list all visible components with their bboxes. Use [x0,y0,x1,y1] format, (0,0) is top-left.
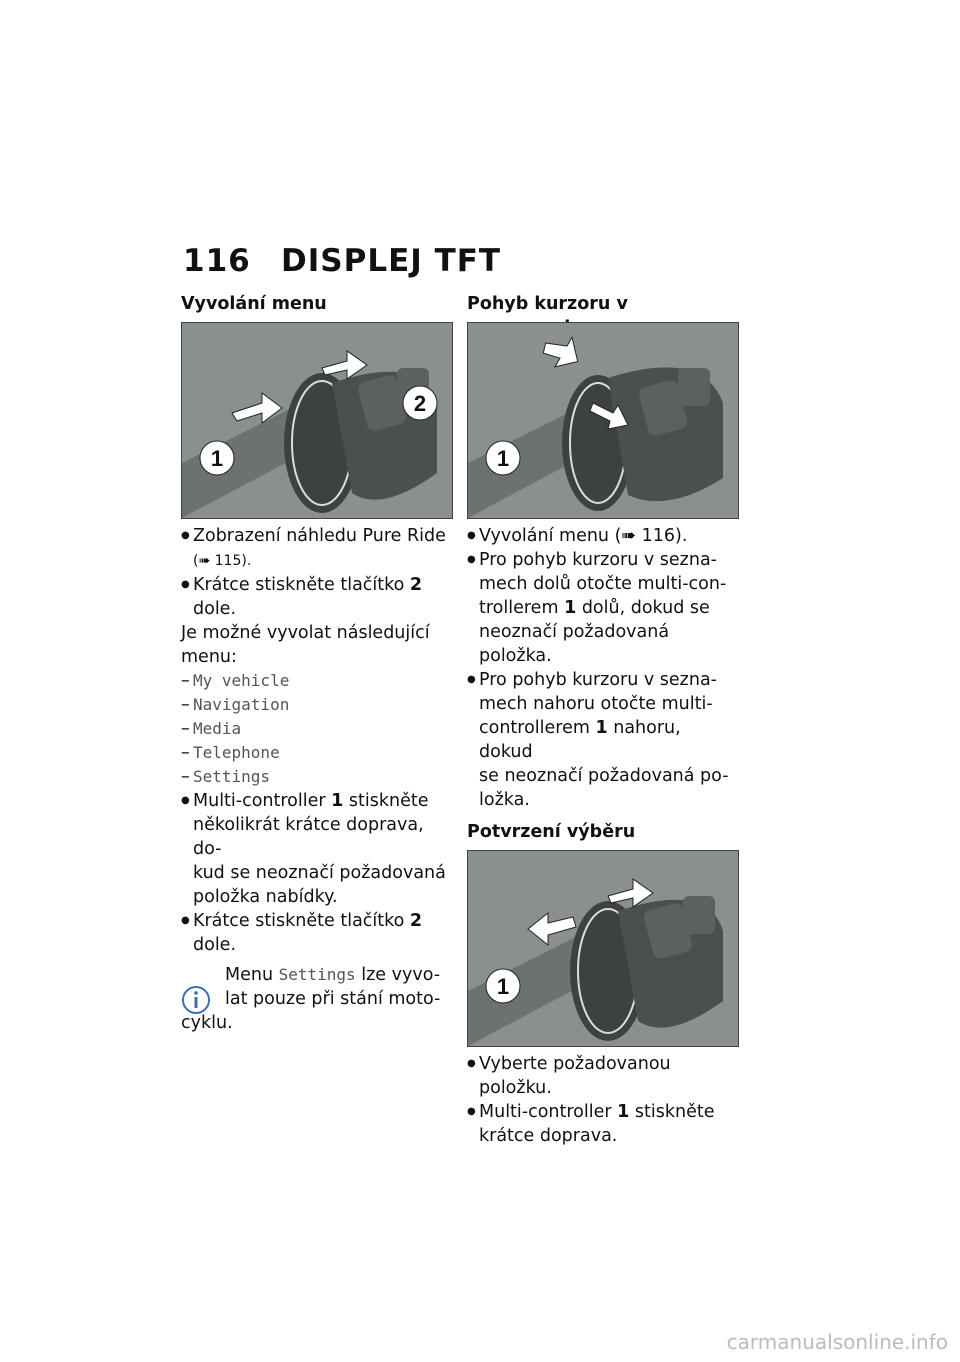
bullet-list-2 [181,789,453,957]
list-item: ● Pro pohyb kurzoru v sezna- mech nahoru otočte multi- controllerem 1 nahoru, dokud se neoznačí požadovaná po- ložka. [467,668,739,812]
list-item: ● Krátce stiskněte tlačítko 2 dole. [181,909,453,957]
right-column [467,292,739,1148]
section-heading-confirm: Potvrzení výběru [467,822,636,842]
svg-text:1: 1 [210,446,224,471]
info-icon [181,983,211,1024]
list-item: ● Krátce stiskněte tlačítko 2 dole. [181,573,453,621]
menu-item: – Telephone [181,743,280,763]
menu-item: – My vehicle [181,671,290,691]
handlebar-illustration [468,323,738,518]
section-heading-cursor: Pohyb kurzoru v [467,294,628,314]
svg-text:1: 1 [496,446,510,471]
menu-item: – Navigation [181,695,290,715]
svg-text:1: 1 [496,974,510,999]
menu-intro: Je možné vyvolat následující menu: [181,623,430,667]
svg-text:2: 2 [413,391,427,416]
figure-controller-rotate [467,322,739,519]
handlebar-illustration [468,851,738,1046]
list-item: ● Vyberte požadovanou položku. [467,1052,739,1100]
list-item: ● Multi-controller 1 stiskněte několikrát krátce doprava, do- kud se neoznačí požadovaná položka nabídky. [181,789,453,909]
bullet-list-1 [181,524,453,621]
list-item: ● Pro pohyb kurzoru v sezna- mech dolů otočte multi-con- trollerem 1 dolů, dokud se neoznačí požadovaná položka. [467,548,739,668]
bullet-list-cursor [467,524,739,812]
section-heading-menu: Vyvolání menu [181,294,327,314]
menu-item: – Settings [181,767,271,787]
left-column [181,292,453,1035]
list-item: ● Zobrazení náhledu Pure Ride (➠ 115). [181,524,453,573]
bullet-list-confirm [467,1052,739,1148]
list-item: ● Vyvolání menu (➠ 116). [467,524,739,548]
figure-handlebar-controls [181,322,453,519]
page-number: 116 [183,243,251,279]
chapter-title: DISPLEJ TFT [281,243,502,279]
page-header [183,243,501,279]
info-note: Menu Settings lze vyvo- lat pouze při stání moto- cyklu. [181,965,441,1033]
figure-controller-press [467,850,739,1047]
list-item: ● Multi-controller 1 stiskněte krátce doprava. [467,1100,739,1148]
menu-list [181,669,453,789]
watermark: carmanualsonline.info [726,1330,948,1354]
handlebar-illustration [182,323,452,518]
menu-item: – Media [181,719,242,739]
